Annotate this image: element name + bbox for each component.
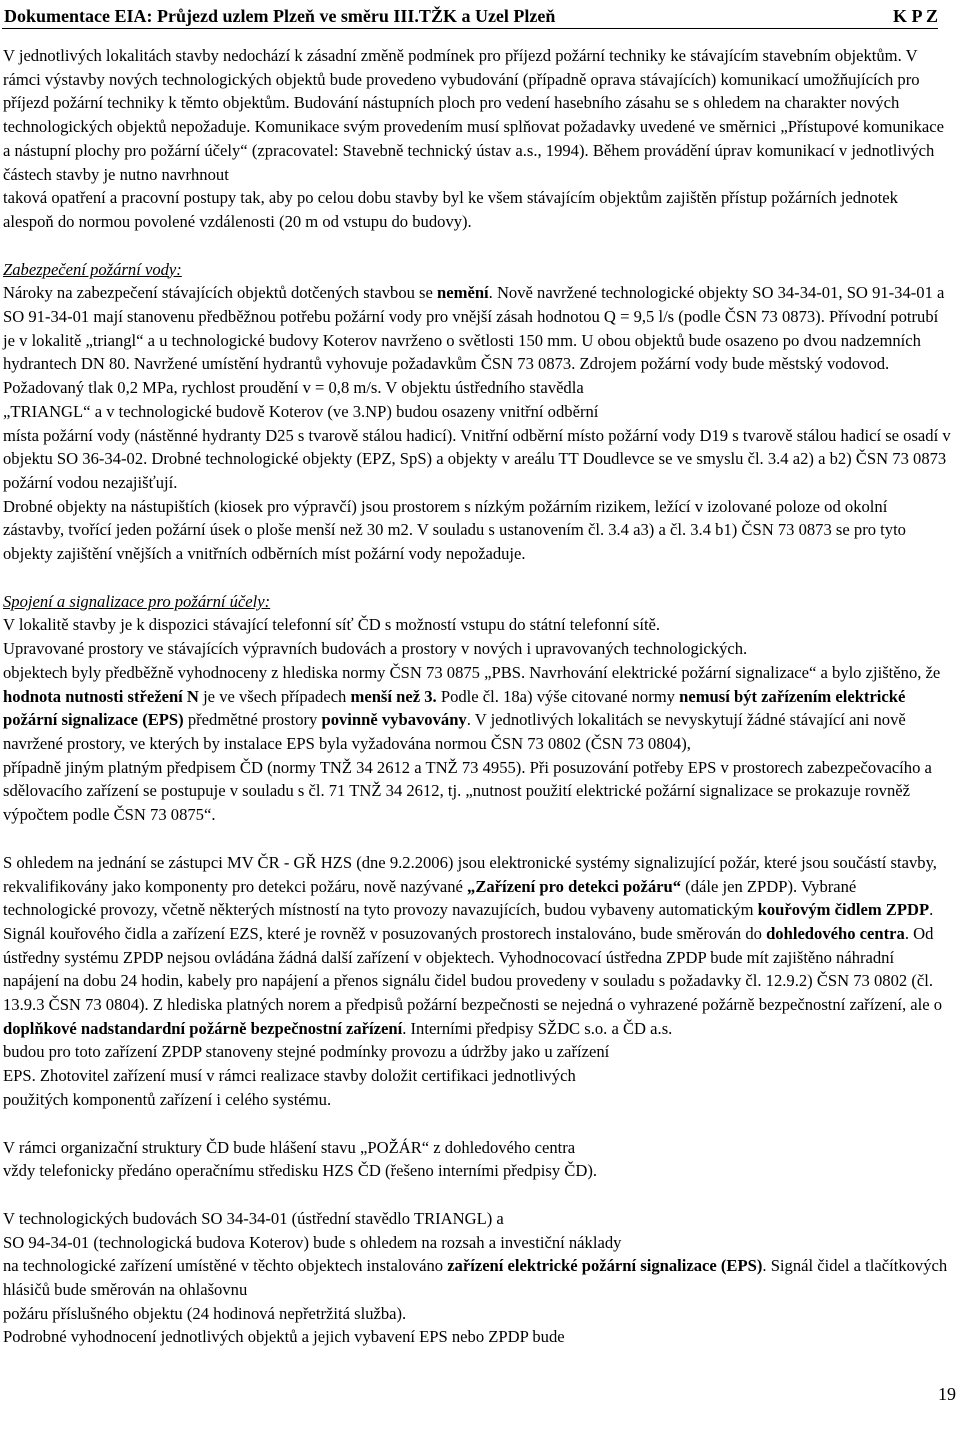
signal-paragraph-4: případně jiným platným předpisem ČD (normy TNŽ 34 2612 a TNŽ 73 4955). Při posuzování potřeby EPS v prostorech zabezpečovacího a sdělovacího zařízení se postupuje v souladu s čl. 71 TNŽ 34 2612, tj. „nutnost použití elektrické požární signalizace se prokazuje rovněž výpočtem podle ČSN 73 0875“. [3, 757, 932, 825]
water-text-2: . Nově navržené technologické objekty SO 34-34-01, SO 91-34-01 a SO 91-34-01 mají stanovenu předběžnou potřebu požární vody pro vnější zásah hodnotou Q = 9,5 l/s (podle ČSN 73 0873). Přívodní potrubí je v lokalitě „triangl“ a u technologické budovy Koterov navrženo o světlosti 150 mm. U obou objektů bude osazeno po dvou nadzemních hydrantech DN 80. Navržené umístění hydrantů vyhovuje požadavkům ČSN 73 0873. Zdrojem požární vody bude městský vodovod. Požadovaný tlak 0,2 MPa, rychlost proudění v = 0,8 m/s. V objektu ústředního stavědla [3, 283, 945, 398]
signal-paragraph-3 [3, 661, 951, 756]
signal-text-a: objektech byly předběžně vyhodnoceny z hlediska normy ČSN 73 0875 „PBS. Navrhování elektrické požární signalizace“ a bylo zjištěno, že [3, 662, 941, 682]
tech-paragraph-2: SO 94-34-01 (technologická budova Koterov) bude s ohledem na rozsah a investiční náklady [3, 1232, 622, 1252]
section-title-water: Zabezpečení požární vody: [3, 259, 182, 279]
zpdp-paragraph-3: EPS. Zhotovitel zařízení musí v rámci realizace stavby doložit certifikaci jednotlivých [3, 1066, 576, 1086]
document-title: Dokumentace EIA: Průjezd uzlem Plzeň ve směru III.TŽK a Uzel Plzeň [4, 6, 556, 26]
tech-paragraph-1: V technologických budovách SO 34-34-01 (ústřední stavědlo TRIANGL) a [3, 1208, 504, 1228]
zpdp-text-9: . Interními předpisy SŽDC s.o. a ČD a.s. [402, 1018, 673, 1038]
signal-paragraph-1: V lokalitě stavby je k dispozici stávající telefonní síť ČD s možností vstupu do státní telefonní sítě. [3, 615, 661, 635]
signal-bold-b: hodnota nutnosti střežení N [3, 686, 199, 706]
page-number: 19 [938, 1384, 956, 1404]
zpdp-paragraph-1 [3, 851, 951, 1041]
water-text-1: Nároky na zabezpečení stávajících objektů dotčených stavbou se [3, 283, 438, 303]
document-code: K P Z [892, 6, 938, 26]
intro-text-2: Během provádění úprav komunikací v jednotlivých částech stavby je nutno navrhnout [3, 140, 935, 184]
signal-text-e: Podle čl. 18a) výše citované normy [436, 686, 680, 706]
zpdp-text-7: . Od ústředny systému ZPDP nejsou ovládána žádná další zařízení v objektech. Vyhodnocovací ústředna ZPDP bude mít zajištěno náhradní napájení na dobu 24 hodin, kabely pro napájení a přenos signálu čidel budou provedeny v souladu s požadavky čl. 12.9.2) ČSN 73 0802 (čl. 13.9.3 ČSN 73 0804). Z hlediska platných norem a předpisů požární bezpečnosti se nejedná o vyhrazené požárně bezpečnostní zařízení, ale o [3, 923, 943, 1015]
document-body [3, 44, 951, 1349]
signal-text-g: předmětné prostory [183, 710, 322, 730]
tech-bold-b: zařízení elektrické požární signalizace (EPS) [447, 1256, 763, 1276]
water-paragraph-3: místa požární vody (nástěnné hydranty D25 s tvarově stálou hadicí). Vnitřní odběrní místo požární vody D19 s tvarově stálou hadicí se osadí v objektu SO 36-34-02. Drobné technologické objekty (EPZ, SpS) a objekty v areálu TT Doudlevce se ve smyslu čl. 3.4 a2) a b2) ČSN 73 0873 požární vodou nezajišťují. [3, 425, 951, 492]
signal-text-i: . V jednotlivých lokalitách se nevyskytují žádné stávající ani nově navržené prostory, ve kterých by instalace EPS byla vyžadována normou ČSN 73 0802 (ČSN 73 0804), [3, 710, 906, 753]
intro-paragraph [3, 44, 951, 186]
signal-bold-d: menší než 3. [350, 686, 437, 706]
org-paragraph-2: vždy telefonicky předáno operačnímu středisku HZS ČD (řešeno interními předpisy ČD). [3, 1161, 598, 1181]
tech-paragraph-5: Podrobné vyhodnocení jednotlivých objektů a jejich vybavení EPS nebo ZPDP bude [3, 1327, 565, 1347]
signal-text-c: je ve všech případech [198, 686, 351, 706]
water-bold-nemeni: nemění [437, 283, 489, 303]
zpdp-text-5: . Signál kouřového čidla a zařízení EZS, které je rovněž v posuzovaných prostorech instalováno, bude směrován do [3, 900, 934, 943]
tech-text-c: . Signál čidel a tlačítkových hlásičů bude směrován na ohlašovnu [3, 1256, 948, 1300]
intro-text-3: taková opatření a pracovní postupy tak, aby po celou dobu stavby byl ke všem stávajícím objektům zajištěn přístup požárních jednotek alespoň do normou povolené vzdálenosti (20 m od vstupu do budovy). [3, 188, 898, 231]
zpdp-bold-6: dohledového centra [766, 923, 905, 943]
water-paragraph-4: Drobné objekty na nástupištích (kiosek pro výpravčí) jsou prostorem s nízkým požárním rizikem, ležící v izolované poloze od okolní zástavby, tvořící jeden požární úsek o ploše menší než 30 m2. V souladu s ustanovením čl. 3.4 a3) a čl. 3.4 b1) ČSN 73 0873 se pro tyto objekty zajištění vnějších a vnitřních odběrních míst požární vody nepožaduje. [3, 496, 906, 564]
spacer [3, 566, 951, 590]
section-title-signal: Spojení a signalizace pro požární účely: [3, 591, 271, 611]
intro-text-1: V jednotlivých lokalitách stavby nedochází k zásadní změně podmínek pro příjezd požární techniky ke stávajícím stavebním objektům. V rámci výstavby nových technologických objektů bude provedeno vybudování (případně oprava stávajících) komunikací umožňujících pro příjezd požární techniky k těmto objektům. Budování nástupních ploch pro vedení hasebního zásahu se s ohledem na charakter nových technologických objektů nepožaduje. Komunikace svým provedením musí splňovat požadavky uvedené ve směrnici „Přístupové komunikace a nástupní plochy pro požární účely“ (zpracovatel: Stavebně technický ústav a.s., 1994). [3, 46, 944, 160]
zpdp-paragraph-2: budou pro toto zařízení ZPDP stanoveny stejné podmínky provozu a údržby jako u zařízení [3, 1042, 610, 1062]
zpdp-bold-4: kouřovým čidlem ZPDP [757, 900, 930, 920]
zpdp-bold-8: doplňkové nadstandardní požárně bezpečnostní zařízení [3, 1018, 403, 1038]
spacer [3, 1183, 951, 1207]
zpdp-paragraph-4: použitých komponentů zařízení i celého systému. [3, 1089, 332, 1109]
org-paragraph-1: V rámci organizační struktury ČD bude hlášení stavu „POŽÁR“ z dohledového centra [3, 1137, 576, 1157]
zpdp-bold-2: „Zařízení pro detekci požáru“ [467, 876, 682, 896]
signal-bold-h: povinně vybavovány [321, 710, 467, 730]
water-paragraph-2: „TRIANGL“ a v technologické budově Koterov (ve 3.NP) budou osazeny vnitřní odběrní [3, 401, 599, 421]
water-paragraph-1 [3, 281, 951, 400]
page-header [2, 4, 938, 29]
tech-paragraph-4: požáru příslušného objektu (24 hodinová nepřetržitá služba). [3, 1303, 407, 1323]
spacer [3, 1112, 951, 1136]
intro-paragraph-2 [3, 186, 951, 233]
signal-paragraph-2: Upravované prostory ve stávajících výpravních budovách a prostory v nových i upravovaných technologických. [3, 639, 748, 659]
tech-text-a: na technologické zařízení umístěné v těchto objektech instalováno [3, 1256, 448, 1276]
signal-bold-f: nemusí být zařízením elektrické požární signalizace (EPS) [3, 686, 906, 730]
spacer [3, 234, 951, 258]
zpdp-text-3: (dále jen ZPDP). Vybrané technologické provozy, včetně některých místností na tyto provozy navazujících, budou vybaveny automatickým [3, 876, 857, 920]
tech-paragraph-3 [3, 1254, 951, 1301]
zpdp-text-1: S ohledem na jednání se zástupci MV ČR - GŘ HZS (dne 9.2.2006) jsou elektronické systémy signalizující požár, které jsou součástí stavby, rekvalifikovány jako komponenty pro detekci požáru, nově nazývané [3, 852, 937, 896]
spacer [3, 827, 951, 851]
